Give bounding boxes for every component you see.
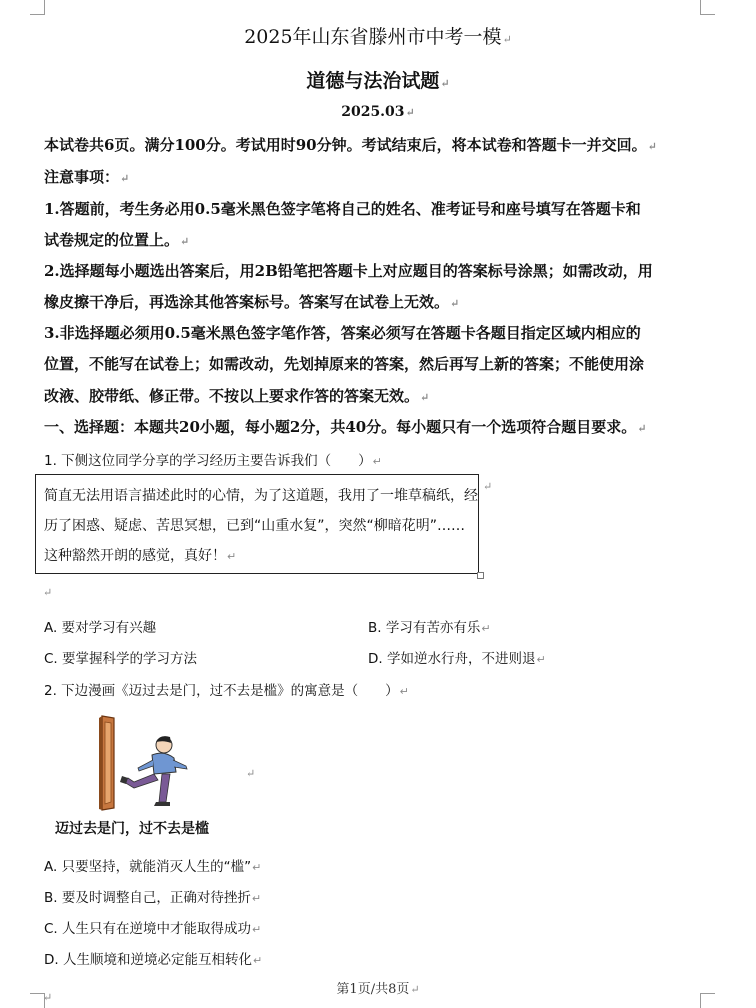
paragraph-mark-icon: ↵ bbox=[637, 422, 647, 435]
quote-line-1: 简直无法用语言描述此时的心情，为了这道题，我用了一堆草稿纸，经 bbox=[44, 488, 478, 504]
cartoon-caption: 迈过去是门，过不去是槛 bbox=[55, 821, 209, 837]
notice-1-line-2: 试卷规定的位置上。↵ bbox=[44, 231, 190, 249]
paragraph-mark-icon: ↵ bbox=[227, 550, 237, 563]
paragraph-mark-icon: ↵ bbox=[372, 455, 382, 468]
section-1-heading: 一、选择题：本题共20小题，每小题2分，共40分。每小题只有一个选项符合题目要求。↵ bbox=[44, 418, 647, 436]
paragraph-mark-icon: ↵ bbox=[410, 983, 420, 996]
intro-line: 本试卷共6页。满分100分。考试用时90分钟。考试结束后，将本试卷和答题卡一并交回。↵ bbox=[44, 136, 657, 154]
quote-line-2: 历了困惑、疑虑、苦思冥想，已到“山重水复”，突然“柳暗花明”…… bbox=[44, 518, 466, 534]
document-subtitle: 道德与法治试题↵ bbox=[306, 70, 450, 92]
resize-handle[interactable] bbox=[477, 572, 484, 579]
paragraph-mark-icon: ↵ bbox=[502, 33, 512, 46]
paragraph-mark-icon: ↵ bbox=[483, 480, 493, 493]
crop-mark-top-right bbox=[700, 0, 715, 15]
notice-2-line-1: 2.选择题每小题选出答案后，用2B铅笔把答题卡上对应题目的答案标号涂黑；如需改动，用 bbox=[44, 262, 653, 280]
notice-2-line-2: 橡皮擦干净后，再选涂其他答案标号。答案写在试卷上无效。↵ bbox=[44, 293, 460, 311]
paragraph-mark-icon: ↵ bbox=[43, 586, 53, 599]
paragraph-mark-icon: ↵ bbox=[252, 923, 262, 936]
q2-option-d: D. 人生顺境和逆境必定能互相转化↵ bbox=[44, 952, 263, 968]
q2-option-a: A. 只要坚持，就能消灭人生的“槛”↵ bbox=[44, 859, 262, 875]
notice-3-line-3: 改液、胶带纸、修正带。不按以上要求作答的答案无效。↵ bbox=[44, 387, 430, 405]
notice-1-line-1: 1.答题前，考生务必用0.5毫米黑色签字笔将自己的姓名、准考证号和座号填写在答题卡和 bbox=[44, 200, 641, 218]
paragraph-mark-icon: ↵ bbox=[251, 892, 262, 905]
question-2-stem: 2. 下边漫画《迈过去是门，过不去是槛》的寓意是（ ）↵ bbox=[44, 683, 409, 699]
quote-line-3: 这种豁然开朗的感觉，真好！↵ bbox=[44, 548, 237, 564]
notice-3-line-2: 位置，不能写在试卷上；如需改动，先划掉原来的答案，然后再写上新的答案；不能使用涂 bbox=[44, 355, 645, 373]
paragraph-mark-icon: ↵ bbox=[440, 77, 450, 90]
q1-option-c: C. 要掌握科学的学习方法 bbox=[44, 651, 198, 667]
paragraph-mark-icon: ↵ bbox=[481, 622, 491, 635]
paragraph-mark-icon: ↵ bbox=[536, 653, 546, 666]
paragraph-mark-icon: ↵ bbox=[180, 235, 190, 248]
paragraph-mark-icon: ↵ bbox=[450, 297, 460, 310]
q2-option-c: C. 人生只有在逆境中才能取得成功↵ bbox=[44, 921, 262, 937]
q1-option-a: A. 要对学习有兴趣 bbox=[44, 620, 157, 636]
q1-option-d: D. 学如逆水行舟，不进则退↵ bbox=[368, 651, 546, 667]
paragraph-mark-icon: ↵ bbox=[43, 991, 53, 1004]
paragraph-mark-icon: ↵ bbox=[252, 954, 263, 967]
paragraph-mark-icon: ↵ bbox=[420, 391, 430, 404]
paragraph-mark-icon: ↵ bbox=[399, 685, 409, 698]
q2-option-b: B. 要及时调整自己，正确对待挫折↵ bbox=[44, 890, 262, 906]
paragraph-mark-icon: ↵ bbox=[405, 106, 415, 119]
paragraph-mark-icon: ↵ bbox=[647, 140, 657, 153]
paragraph-mark-icon: ↵ bbox=[252, 861, 262, 874]
document-date: 2025.03↵ bbox=[341, 104, 415, 120]
quote-text-box bbox=[35, 474, 479, 574]
paragraph-mark-icon: ↵ bbox=[246, 767, 256, 780]
notice-heading: 注意事项：↵ bbox=[44, 168, 130, 186]
crop-mark-top-left bbox=[30, 0, 45, 15]
page-footer: 第1页/共8页↵ bbox=[336, 982, 420, 997]
q1-option-b: B. 学习有苦亦有乐↵ bbox=[368, 620, 491, 636]
document-title: 2025年山东省滕州市中考一模↵ bbox=[244, 26, 512, 48]
notice-3-line-1: 3.非选择题必须用0.5毫米黑色签字笔作答，答案必须写在答题卡各题目指定区域内相应的 bbox=[44, 324, 641, 342]
door-cartoon-image bbox=[90, 712, 200, 812]
paragraph-mark-icon: ↵ bbox=[120, 172, 130, 185]
question-1-stem: 1. 下侧这位同学分享的学习经历主要告诉我们（ ）↵ bbox=[44, 453, 382, 469]
